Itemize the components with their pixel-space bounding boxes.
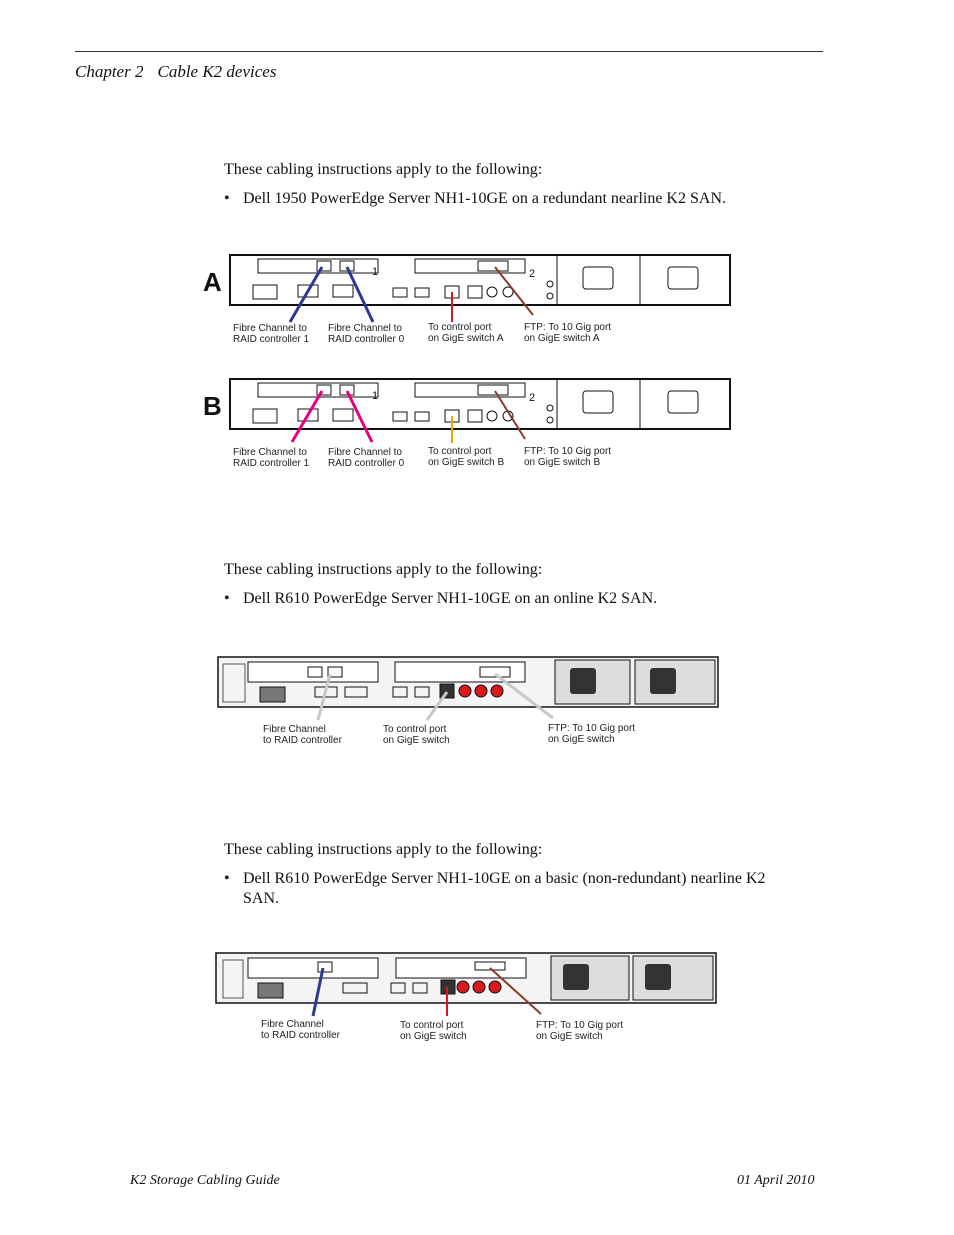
power-supply-1 xyxy=(551,956,629,1000)
pci-riser-2 xyxy=(395,662,525,682)
label-ftp: FTP: To 10 Gig port on GigE switch B xyxy=(524,446,612,468)
panel-a xyxy=(203,255,730,345)
bullet-marker: • xyxy=(224,190,230,207)
section-2-bullet xyxy=(224,589,804,609)
gige-port-2 xyxy=(468,286,482,298)
footer-guide-title: K2 Storage Cabling Guide xyxy=(130,1173,280,1188)
label-fc1: Fibre Channel to RAID controller 1 xyxy=(233,447,310,469)
running-header xyxy=(75,62,276,82)
section-3-bullet-text: Dell R610 PowerEdge Server NH1-10GE on a basic (non-redundant) nearline K2 SAN. xyxy=(243,870,766,907)
section-1-bullet-text: Dell 1950 PowerEdge Server NH1-10GE on a redundant nearline K2 SAN. xyxy=(243,190,726,207)
panel-b-letter: B xyxy=(203,391,222,421)
label-fc1: Fibre Channel to RAID controller 1 xyxy=(233,323,310,345)
fibre-cable-rc0 xyxy=(347,267,373,322)
header-rule xyxy=(75,51,823,52)
pci-riser-1 xyxy=(248,662,378,682)
footer-date: 01 April 2010 xyxy=(737,1173,815,1188)
panel-b xyxy=(203,379,730,469)
ftp-cable xyxy=(495,267,536,315)
bullet-marker: • xyxy=(224,870,230,887)
label-fc0: Fibre Channel to RAID controller 0 xyxy=(328,323,405,345)
chapter-title: Cable K2 devices xyxy=(157,62,277,81)
label-control: To control port on GigE switch B xyxy=(428,446,505,468)
pci-riser-2 xyxy=(396,958,526,978)
label-fc0: Fibre Channel to RAID controller 0 xyxy=(328,447,405,469)
figure-r610-online-cabling xyxy=(215,652,725,752)
slot-2-number: 2 xyxy=(529,268,536,280)
power-inlet-2 xyxy=(668,267,698,289)
section-2-intro: These cabling instructions apply to the following: xyxy=(224,561,543,578)
ftp-cable xyxy=(495,391,525,439)
figure-r610-basic-cabling xyxy=(213,950,723,1050)
panel-a-letter: A xyxy=(203,267,222,297)
label-control: To control port on GigE switch xyxy=(400,1020,467,1042)
label-ftp: FTP: To 10 Gig port on GigE switch xyxy=(536,1020,624,1042)
label-ftp: FTP: To 10 Gig port on GigE switch xyxy=(548,723,636,745)
fibre-cable-rc0 xyxy=(347,391,372,442)
pci-riser-1 xyxy=(248,958,378,978)
section-1-bullet xyxy=(224,189,804,209)
label-fc: Fibre Channel to RAID controller xyxy=(263,724,342,746)
label-control: To control port on GigE switch xyxy=(383,724,450,746)
chapter-number: Chapter 2 xyxy=(75,62,144,81)
section-2-bullet-text: Dell R610 PowerEdge Server NH1-10GE on an online K2 SAN. xyxy=(243,590,658,607)
figure-1950-cabling xyxy=(195,245,740,475)
bullet-marker: • xyxy=(224,590,230,607)
section-1-intro: These cabling instructions apply to the following: xyxy=(224,161,543,178)
gige-port-1 xyxy=(440,684,454,698)
section-3-bullet xyxy=(224,869,804,909)
slot-1-number: 1 xyxy=(372,390,379,402)
fibre-cable-rc1 xyxy=(290,267,322,322)
section-3-intro: These cabling instructions apply to the following: xyxy=(224,841,543,858)
slot-1-number: 1 xyxy=(372,266,379,278)
vga-port xyxy=(333,285,353,297)
10gig-port xyxy=(478,261,508,271)
power-inlet-1 xyxy=(583,267,613,289)
slot-2-number: 2 xyxy=(529,392,536,404)
label-ftp: FTP: To 10 Gig port on GigE switch A xyxy=(524,322,612,344)
label-fc: Fibre Channel to RAID controller xyxy=(261,1019,340,1041)
label-control: To control port on GigE switch A xyxy=(428,322,504,344)
